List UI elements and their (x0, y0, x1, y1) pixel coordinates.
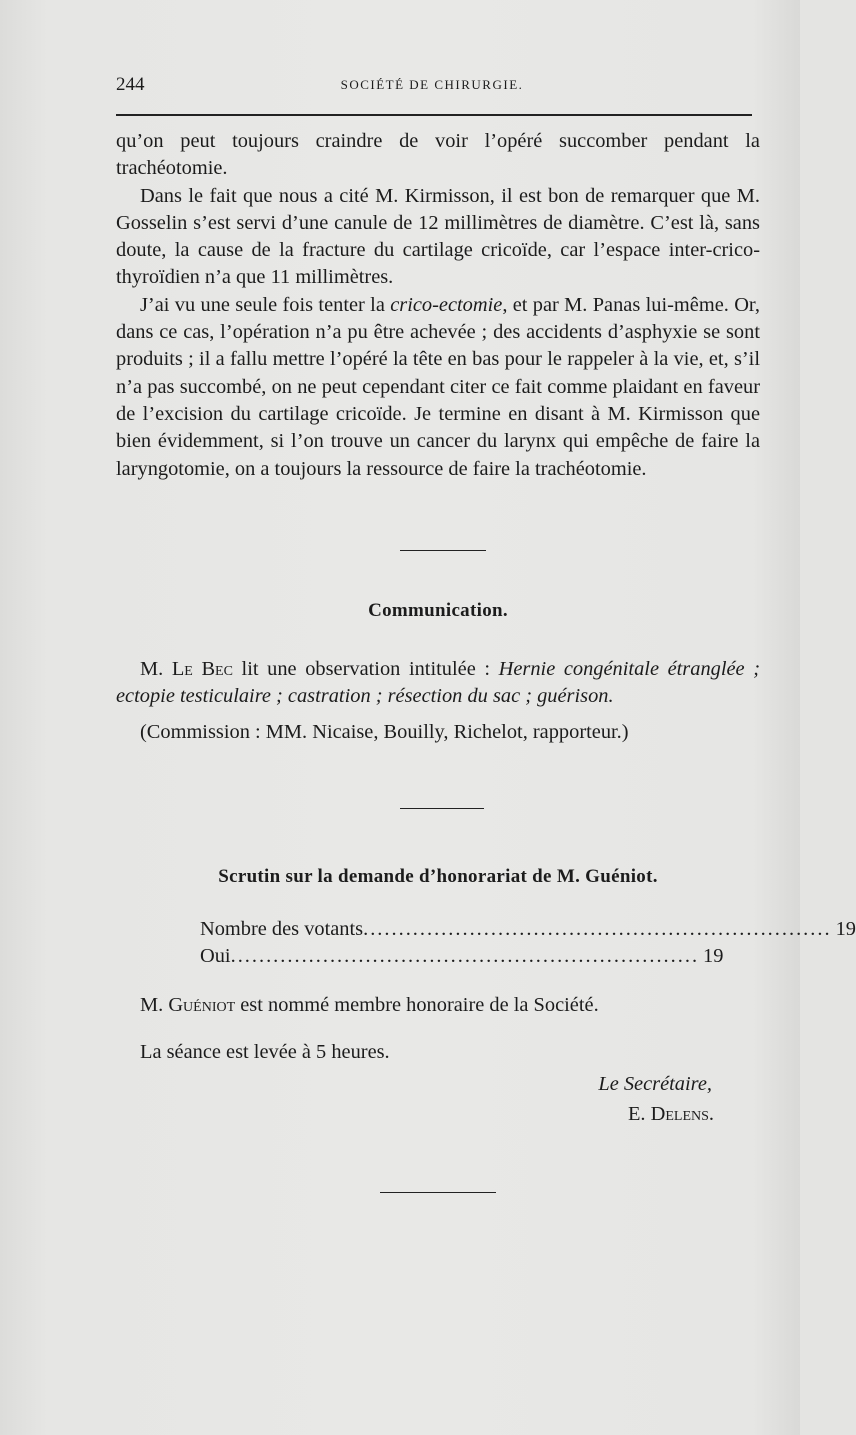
scrutin-heading: Scrutin sur la demande d’honorariat de M. Guéniot. (218, 866, 658, 887)
page-header (116, 74, 748, 100)
paragraph-1: qu’on peut toujours craindre de voir l’opéré succomber pendant la trachéotomie. (116, 130, 760, 180)
running-title: SOCIÉTÉ DE CHIRURGIE. (340, 77, 524, 92)
communication-author: Le Bec (171, 658, 233, 680)
paragraph-3-term: crico-ectomie (390, 293, 503, 316)
vote-row-oui (200, 945, 724, 968)
end-rule (380, 1192, 496, 1193)
paragraph-3 (116, 292, 760, 483)
communication-paragraph (116, 656, 760, 711)
scrutin-result (116, 992, 760, 1019)
result-text: est nommé membre honoraire de la Société. (235, 994, 599, 1016)
communication-text (116, 656, 760, 746)
vote-label: Oui (200, 945, 231, 967)
section-divider-2 (400, 808, 484, 809)
vote-row-votants (200, 918, 856, 941)
paragraph-3-start: J’ai vu une seule fois tenter la (140, 293, 391, 316)
paragraph-2: Dans le fait que nous a cité M. Kirmisson, il est bon de remarquer que M. Gosselin s’est servi d’une canule de 12 millimètres de diamètre. C’est là, sans doute, la cause de la fracture du cartilage cricoïde, car l’espace inter-crico-thyroïdien n’a que 11 millimètres. (116, 184, 760, 289)
result-prefix: M. (140, 994, 169, 1016)
vote-value: 19 (835, 918, 856, 940)
communication-title: Hernie congénitale étranglée ; ectopie testiculaire ; castration ; résection du sac ; guérison. (116, 658, 760, 708)
signature-title (598, 1073, 712, 1096)
header-rule (116, 114, 752, 116)
commission-line: (Commission : MM. Nicaise, Bouilly, Richelot, rapporteur.) (140, 720, 629, 743)
paragraph-3-end: , et par M. Panas lui-même. Or, dans ce cas, l’opération n’a pu être achevée ; des accidents d’asphyxie se sont produits ; il a fallu mettre l’opéré la tête en bas pour le rappeler à la vie, et, s’il n’a pas succombé, on ne peut cependant citer ce fait comme plaidant en faveur de l’excision du cartilage cricoïde. Je termine en disant à M. Kirmisson que bien évidemment, si l’on trouve un cancer du larynx qui empêche de faire la laryngotomie, on a toujours la ressource de faire la trachéotomie. (116, 293, 760, 480)
section-divider-1 (400, 550, 486, 551)
page-number: 244 (116, 74, 145, 95)
result-name: Guéniot (168, 994, 236, 1016)
scrutin-result-paragraph (116, 992, 760, 1019)
discussion-text (116, 128, 760, 483)
vote-label: Nombre des votants (200, 918, 364, 940)
vote-value: 19 (703, 945, 724, 967)
signature-name (628, 1103, 714, 1126)
dot-leader: .................................................................. (363, 918, 832, 940)
signature-surname: Delens. (650, 1103, 714, 1125)
closing-line: La séance est levée à 5 heures. (140, 1041, 390, 1063)
closing-text (116, 1039, 760, 1066)
communication-intro: M. (140, 658, 172, 680)
communication-verb: lit une observation intitulée : (232, 658, 499, 680)
signature-title-text: Le Secrétaire, (598, 1073, 712, 1095)
dot-leader: .................................................................. (230, 945, 700, 967)
signature-initial: E. (627, 1103, 651, 1125)
communication-heading: Communication. (368, 600, 508, 621)
